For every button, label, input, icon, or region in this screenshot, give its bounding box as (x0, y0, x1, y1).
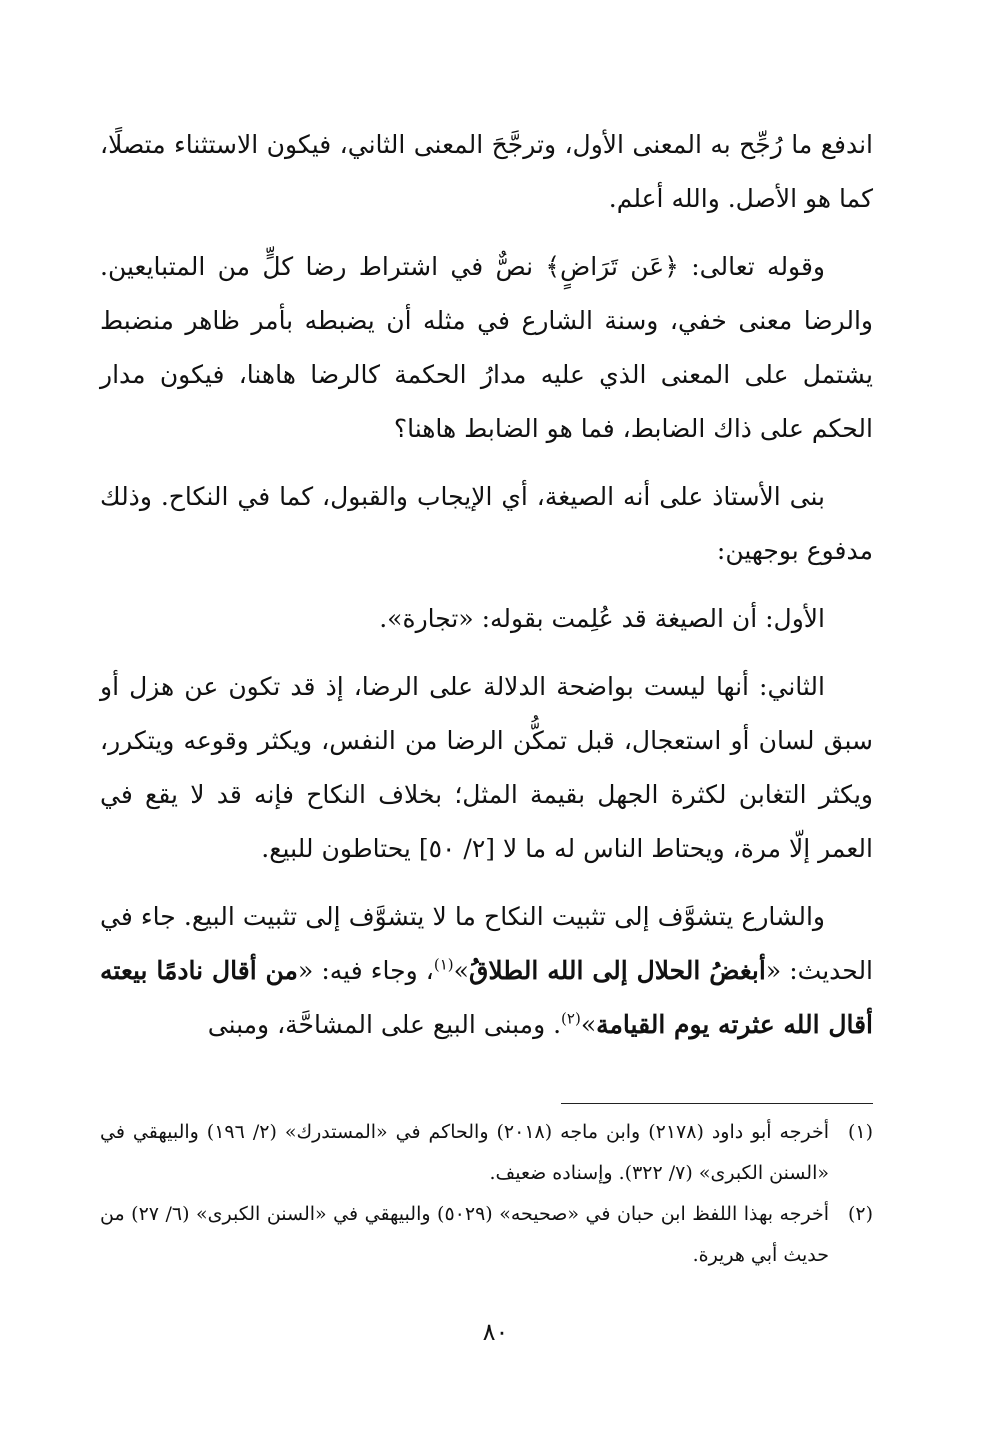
text-run: اندفع ما رُجِّح به المعنى الأول، وترجَّحَ المعنى الثاني، فيكون الاستثناء متصلًا، كما هو الأصل. والله أعلم. (100, 130, 873, 213)
page-number: ٨٠ (482, 1318, 509, 1346)
footnote-separator (561, 1103, 873, 1104)
footnotes (100, 1112, 873, 1276)
footnote-text: أخرجه أبو داود (٢١٧٨) وابن ماجه (٢٠١٨) والحاكم في «المستدرك» (٢/ ١٩٦) والبيهقي في «السنن الكبرى» (٧/ ٣٢٢). وإسناده ضعيف. (100, 1121, 829, 1184)
footnote-number: (١) (847, 1121, 873, 1143)
main-text (100, 118, 873, 1066)
text-run: بنى الأستاذ على أنه الصيغة، أي الإيجاب والقبول، كما في النكاح. وذلك مدفوع بوجهين: (100, 482, 873, 565)
paragraph (100, 118, 873, 226)
text-run: » (580, 1010, 597, 1039)
text-run: الأول: أن الصيغة قد عُلِمت بقوله: «تجارة». (379, 604, 825, 633)
text-run: . ومبنى البيع على المشاحَّة، ومبنى (207, 1010, 562, 1039)
hadith-quote: أبغضُ الحلال إلى الله الطلاقُ (468, 956, 766, 985)
paragraph (100, 660, 873, 876)
footnote-text: أخرجه بهذا اللفظ ابن حبان في «صحيحه» (٥٠٢٩) والبيهقي في «السنن الكبرى» (٦/ ٢٧) من حديث أبي هريرة. (100, 1203, 829, 1266)
footnote (100, 1194, 873, 1276)
text-run: الثاني: أنها ليست بواضحة الدلالة على الرضا، إذ قد تكون عن هزل أو سبق لسان أو استعجال، قبل تمكُّن الرضا من النفس، ويكثر وقوعه ويتكرر، ويكثر التغابن لكثرة الجهل بقيمة المثل؛ بخلاف النكاح فإنه قد لا يقع في العمر إلّا مرة، ويحتاط الناس له ما لا [٢/ ٥٠] يحتاطون للبيع. (100, 672, 873, 863)
hadith-quote: من أقال نادمًا بيعته أقال الله عثرته يوم القيامة (100, 956, 873, 1039)
footnote-marker: (٢) (561, 1009, 581, 1028)
footnote-number: (٢) (847, 1203, 873, 1225)
text-run: » (453, 956, 469, 985)
text-run: ، وجاء فيه: « (297, 956, 434, 985)
paragraph (100, 240, 873, 456)
footnote-marker: (١) (433, 955, 454, 974)
paragraph (100, 890, 873, 1052)
paragraph (100, 592, 873, 646)
footnote (100, 1112, 873, 1194)
text-run: وقوله تعالى: ﴿عَن تَرَاضٍ﴾ نصٌّ في اشتراط رضا كلٍّ من المتبايعين. والرضا معنى خفي، وسنة الشارع في مثله أن يضبطه بأمر ظاهر منضبط يشتمل على المعنى الذي عليه مدارُ الحكمة كالرضا هاهنا، فيكون مدار الحكم على ذاك الضابط، فما هو الضابط هاهنا؟ (100, 252, 873, 443)
text-run: والشارع يتشوَّف إلى تثبيت النكاح ما لا يتشوَّف إلى تثبيت البيع. جاء في الحديث: « (100, 902, 874, 985)
paragraph (100, 470, 873, 578)
